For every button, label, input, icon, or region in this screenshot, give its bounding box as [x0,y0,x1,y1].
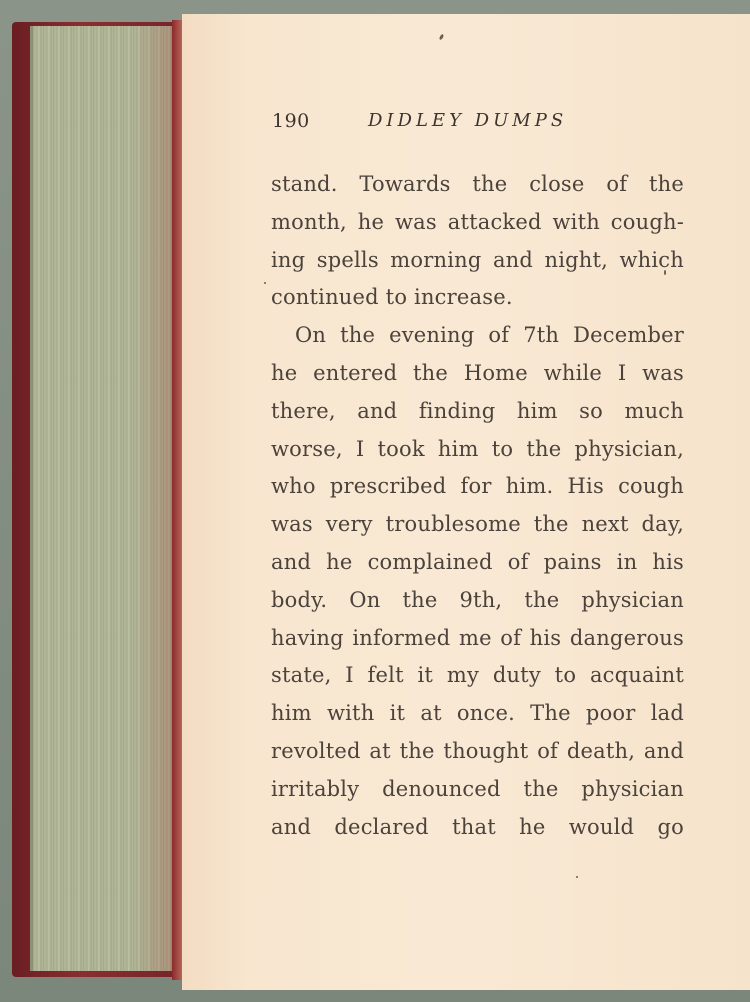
page-number: 190 [272,110,310,132]
text-line: state, I felt it my duty to acquaint [271,663,684,688]
text-line: he entered the Home while I was [271,360,684,385]
ink-speck [576,876,578,878]
text-line: and he complained of pains in his [271,549,684,574]
text-line: month, he was attacked with cough- [271,209,684,234]
text-line: revolted at the thought of death, and [271,738,684,763]
text-line: having informed me of his dangerous [271,625,684,650]
text-line: who prescribed for him. His cough [271,474,684,499]
text-line: body. On the 9th, the physician [271,587,684,612]
text-line: there, and finding him so much [271,398,684,423]
book-page [182,14,750,990]
text-line: continued to increase. [271,285,513,310]
ink-speck [264,282,266,284]
text-line: On the evening of 7th December [295,323,684,348]
ink-speck [439,34,445,41]
text-line: him with it at once. The poor lad [271,701,684,726]
body-text [271,166,684,846]
page-header [272,110,692,140]
text-line: was very troublesome the next day, [271,512,684,537]
text-line: and declared that he would go [271,814,684,839]
text-line: irritably denounced the physician [271,776,684,801]
text-line: stand. Towards the close of the [271,172,684,196]
text-line: ing spells morning and night, which [271,247,684,272]
running-head: DIDLEY DUMPS [368,110,568,131]
text-line: worse, I took him to the physician, [271,436,684,461]
page-edges [30,26,183,971]
